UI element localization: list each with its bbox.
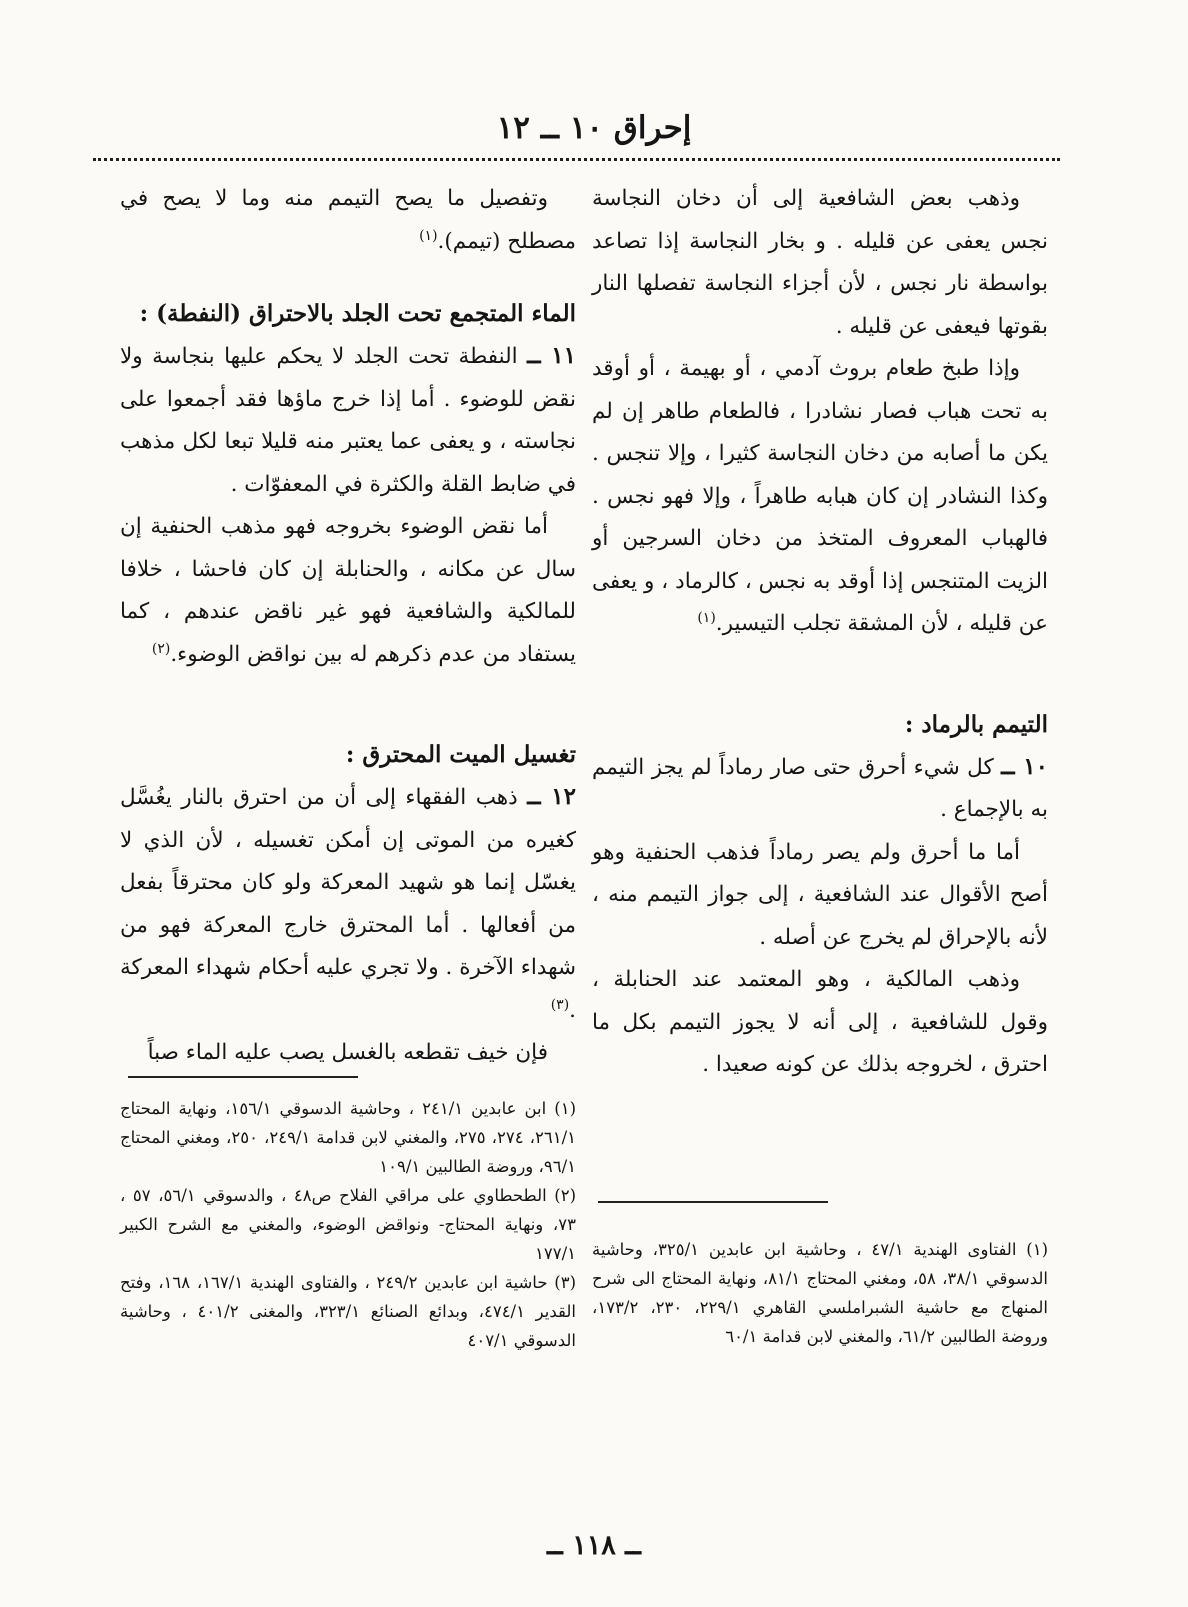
footnote: (٢) الطحطاوي على مراقي الفلاح ص٤٨ ، والدسوقي ٥٦/١، ٥٧ ، ٧٣، ونهاية المحتاج- ونواقض الوضوء، والمغني مع الشرح الكبير ١٧٧/١	[120, 1186, 577, 1263]
footnote-divider-left	[128, 1076, 358, 1078]
section-heading: تغسيل الميت المحترق :	[345, 741, 576, 768]
left-column	[120, 178, 576, 1075]
footnote-ref: (١)	[419, 227, 438, 244]
section-number: ١١ ــ	[527, 342, 576, 369]
paragraph: أما ما أحرق ولم يصر رماداً فذهب الحنفية وهو أصح الأقوال عند الشافعية ، إلى جواز التيمم منه ، لأنه بالإحراق لم يخرج عن أصله .	[592, 839, 1048, 950]
section-heading: التيمم بالرماد :	[904, 710, 1048, 738]
footnote: (٣) حاشية ابن عابدين ٢٤٩/٢ ، والفتاوى الهندية ١٦٧/١، ١٦٨، وفتح القدير ٤٧٤/١، وبدائع الصنائع ٣٢٣/١، والمغنى ٤٠١/٢ ، وحاشية الدسوقي ٤٠٧/١	[120, 1273, 576, 1350]
paragraph-text: ذهب الفقهاء إلى أن من احترق بالنار يغُسَّل كغيره من الموتى إن أمكن تغسيله ، لأن الذي لا يغسّل إنما هو شهيد المعركة ولو كان محترقاً بفعل من أفعالها . أما المحترق خارج المعركة فهو من شهداء الآخرة . ولا تجري عليه أحكام شهداء المعركة .	[120, 785, 576, 1023]
footnote: (١) ابن عابدين ٢٤١/١ ، وحاشية الدسوقي ١٥٦/١، ونهاية المحتاج ٢٦١/١، ٢٧٤، ٢٧٥، والمغني لابن قدامة ٢٤٩/١، ٢٥٠، ومغني المحتاج ٩٦/١، وروضة الطالبين ١٠٩/١	[120, 1099, 577, 1176]
right-column	[592, 178, 1048, 1087]
paragraph-text: النفطة تحت الجلد لا يحكم عليها بنجاسة ولا نقض للوضوء . أما إذا خرج ماؤها فقد أجمعوا على نجاسته ، و يعفى عما يعتبر منه قليلا تبعا لكل مذهب في ضابط القلة والكثرة في المعفوّات .	[120, 344, 576, 497]
page-header: إحراق ١٠ ــ ١٢	[496, 110, 692, 146]
header-divider	[93, 158, 1060, 161]
left-footnotes	[120, 1094, 576, 1355]
paragraph	[592, 348, 1048, 646]
paragraph-text: كل شيء أحرق حتى صار رماداً لم يجز التيمم به بالإجماع .	[592, 754, 1048, 822]
footnote-ref: (١)	[697, 609, 716, 626]
right-footnotes	[592, 1235, 1048, 1351]
section-heading: الماء المتجمع تحت الجلد بالاحتراق (النفطة) :	[139, 300, 576, 327]
footnote-ref: (٢)	[151, 640, 171, 657]
footnote-ref: (٣)	[550, 996, 570, 1013]
paragraph: وذهب المالكية ، وهو المعتمد عند الحنابلة ، وقول للشافعية ، إلى أنه لا يجوز التيمم بكل ما احترق ، لخروجه بذلك عن كونه صعيدا .	[592, 967, 1048, 1077]
paragraph	[120, 776, 576, 1032]
paragraph	[120, 506, 576, 676]
paragraph-text: وإذا طبخ طعام بروث آدمي ، أو بهيمة ، أو أوقد به تحت هباب فصار نشادرا ، فالطعام طاهر إن لم يكن ما أصابه من دخان النجاسة كثيرا ، وإلا تنجس . وكذا النشادر إن كان هبابه طاهراً ، وإلا فهو نجس . فالهباب المعروف المتخذ من دخان السرجين أو الزيت المتنجس إذا أوقد به نجس ، كالرماد ، و يعفى عن قليله ، لأن المشقة تجلب التيسير.	[592, 356, 1048, 636]
paragraph-text: وتفصيل ما يصح التيمم منه وما لا يصح في مصطلح (تيمم).	[120, 186, 576, 254]
section-number: ١٢ ــ	[527, 783, 577, 810]
footnote: (١) الفتاوى الهندية ٤٧/١ ، وحاشية ابن عابدين ٣٢٥/١، وحاشية الدسوقي ٣٨/١، ٥٨، ومغني المحتاج ٨١/١، ونهاية المحتاج الى شرح المنهاج مع حاشية الشبراملسي القاهري ٢٢٩/١، ٢٣٠، ١٧٣/٢، وروضة الطالبين ٦١/٢، والمغني لابن قدامة ٦٠/١	[592, 1240, 1048, 1346]
paragraph	[120, 178, 576, 263]
paragraph	[592, 746, 1048, 832]
section-number: ١٠ ــ	[1001, 752, 1048, 780]
page-number: ــ ١١٨ ــ	[547, 1530, 641, 1561]
paragraph: فإن خيف تقطعه بالغسل يصب عليه الماء صباً	[147, 1040, 548, 1065]
paragraph: وذهب بعض الشافعية إلى أن دخان النجاسة نجس يعفى عن قليله . و بخار النجاسة إذا تصاعد بواسطة نار نجس ، لأن أجزاء النجاسة تفصلها النار بقوتها فيعفى عن قليله .	[592, 186, 1048, 339]
paragraph	[120, 335, 576, 506]
paragraph-text: أما نقض الوضوء بخروجه فهو مذهب الحنفية إن سال عن مكانه ، والحنابلة إن كان فاحشا ، خلافا للمالكية والشافعية فهو غير ناقض عندهم ، كما يستفاد من عدم ذكرهم له بين نواقض الوضوء.	[120, 514, 576, 667]
footnote-divider-right	[598, 1201, 828, 1203]
